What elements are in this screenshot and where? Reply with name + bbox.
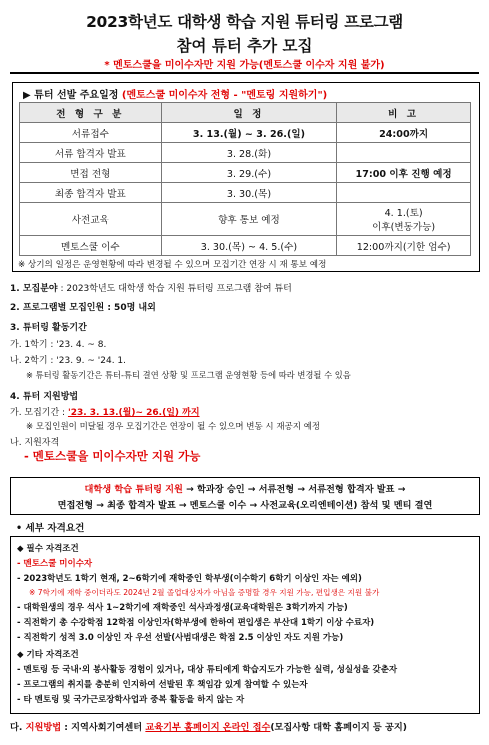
section-4-heading: 4. 튜터 지원방법: [10, 392, 79, 402]
date-cell: 3. 30.(목): [161, 183, 337, 203]
table-row: [20, 183, 471, 203]
other-heading: ◆ 기타 자격조건: [17, 650, 79, 660]
process-flow-line: 면접전형 → 최종 합격자 발표 → 멘토스쿨 이수 → 사전교육(오리엔테이션) 참석 및 멘티 결연: [57, 500, 433, 511]
period-value: '23. 3. 13.(월)~ 26.(일) 까지: [67, 408, 200, 418]
footer-prefix: 다.: [10, 722, 26, 733]
section-1-text: : 2023학년도 대학생 학습 지원 튜터링 프로그램 참여 튜터: [60, 284, 292, 294]
date-cell: 3. 30.(목) ~ 4. 5.(수): [161, 236, 337, 256]
divider: [10, 72, 479, 74]
eligibility-notice: * 멘토스쿨을 미이수자만 지원 가능(멘토스쿨 이수자 지원 불가): [104, 60, 385, 71]
page-subtitle: 참여 튜터 추가 모집: [176, 37, 313, 55]
stage-cell: 서류 합격자 발표: [20, 143, 162, 163]
process-step-apply: 대학생 학습 튜터링 지원: [84, 484, 183, 495]
table-row: [20, 123, 471, 143]
column-header-stage: 전 형 구 분: [20, 103, 162, 123]
column-header-date: 일 정: [161, 103, 337, 123]
footer-label: 지원방법: [25, 722, 62, 733]
schedule-footnote: ※ 상기의 일정은 운영현황에 따라 변경될 수 있으며 모집기간 연장 시 재 통보 예정: [18, 260, 327, 270]
process-steps: → 학과장 승인 → 서류전형 → 서류전형 합격자 발표 →: [182, 484, 406, 495]
process-flow-box: [10, 477, 480, 515]
qualifications-box: [10, 536, 480, 714]
stage-cell: 사전교육: [20, 203, 162, 236]
section-3-note: ※ 튜터링 활동기간은 튜터-튜티 결연 상황 및 프로그램 운영현황 등에 따라 변경될 수 있음: [26, 370, 351, 380]
requirement-item: - 직전학기 성적 3.0 이상인 자 우선 선발(사범대생은 학점 2.5 이상인 자도 지원 가능): [17, 633, 344, 643]
table-row: [20, 143, 471, 163]
required-heading: ◆ 필수 자격조건: [17, 544, 79, 554]
application-method: [10, 719, 407, 733]
note-line: 4. 1.(토): [384, 208, 423, 219]
requirement-item: - 직전학기 총 수강학점 12학점 이상인자(학부생에 한하여 편입생은 부산대 1학기 이상 수료자): [17, 618, 375, 628]
note-cell: 24:00까지: [337, 123, 471, 143]
schedule-heading-label: ▶ 튜터 선발 주요일정: [23, 90, 119, 101]
schedule-table: [19, 102, 471, 256]
requirement-item: - 대학원생의 경우 석사 1~2학기에 재학중인 석사과정생(교육대학원은 3학기까지 가능): [17, 603, 348, 613]
page-title: 2023학년도 대학생 학습 지원 튜터링 프로그램: [86, 13, 403, 31]
date-cell: 향후 통보 예정: [161, 203, 337, 236]
date-cell: 3. 28.(화): [161, 143, 337, 163]
footer-text: : 지역사회기여센터: [61, 722, 146, 733]
note-line: 이후(변동가능): [372, 222, 436, 233]
other-item: - 타 멘토링 및 국가근로장학사업과 중복 활동을 하지 않는 자: [17, 695, 245, 705]
stage-cell: 서류접수: [20, 123, 162, 143]
note-cell: 17:00 이후 진행 예정: [337, 163, 471, 183]
note-cell: 12:00까지(기한 엄수): [337, 236, 471, 256]
note-cell: [337, 183, 471, 203]
section-1-label: 1. 모집분야: [10, 284, 58, 294]
other-item: - 프로그램의 취지를 충분히 인지하여 선발된 후 책임감 있게 참여할 수 있는자: [17, 680, 308, 690]
date-cell: 3. 29.(수): [161, 163, 337, 183]
table-row: [20, 203, 471, 236]
stage-cell: 면접 전형: [20, 163, 162, 183]
schedule-heading-track: (멘토스쿨 미이수자 전형 - "멘토링 지원하기"): [121, 90, 328, 101]
note-cell: [337, 143, 471, 163]
section-4-note: ※ 모집인원이 미달될 경우 모집기간은 연장이 될 수 있으며 변동 시 재공지 예정: [26, 422, 321, 432]
note-cell: [337, 203, 471, 236]
stage-cell: 최종 합격자 발표: [20, 183, 162, 203]
period-label: 가. 모집기간 :: [10, 408, 68, 418]
section-2: 2. 프로그램별 모집인원 : 50명 내외: [10, 303, 156, 313]
table-header-row: [20, 103, 471, 123]
column-header-note: 비 고: [337, 103, 471, 123]
eligibility-highlight: - 멘토스쿨을 미이수자만 지원 가능: [24, 449, 201, 463]
date-cell: 3. 13.(월) ~ 3. 26.(일): [161, 123, 337, 143]
stage-cell: 멘토스쿨 이수: [20, 236, 162, 256]
requirement-item: - 2023학년도 1학기 현재, 2~6학기에 재학중인 학부생(이수학기 6학기 이상인 자는 예외): [17, 574, 362, 584]
requirement-note: ※ 7학기에 재학 중이더라도 2024년 2월 졸업대상자가 아님을 증명할 경우 지원 가능, 편입생은 지원 불가: [29, 588, 380, 597]
section-3-item: 나. 2학기 : '23. 9. ~ '24. 1.: [10, 356, 127, 366]
section-1: [10, 281, 292, 294]
schedule-box: [12, 82, 480, 272]
section-4-item: 나. 지원자격: [10, 438, 60, 448]
process-flow-line: [11, 481, 479, 495]
qualifications-title: • 세부 자격요건: [16, 523, 85, 534]
schedule-heading: [23, 86, 327, 101]
table-row: [20, 236, 471, 256]
online-application-link[interactable]: 교육기부 홈페이지 온라인 접수: [145, 722, 271, 733]
table-row: [20, 163, 471, 183]
requirement-item: - 멘토스쿨 미이수자: [17, 559, 93, 569]
section-3-item: 가. 1학기 : '23. 4. ~ 8.: [10, 340, 107, 350]
section-3-heading: 3. 튜터링 활동기간: [10, 323, 87, 333]
section-4-period: [10, 405, 200, 418]
other-item: - 멘토링 등 국내·외 봉사활동 경험이 있거나, 대상 튜티에게 학습지도가 가능한 실력, 성실성을 갖춘자: [17, 665, 398, 675]
footer-text-2: (모집사항 대학 홈페이지 등 공지): [270, 722, 407, 733]
